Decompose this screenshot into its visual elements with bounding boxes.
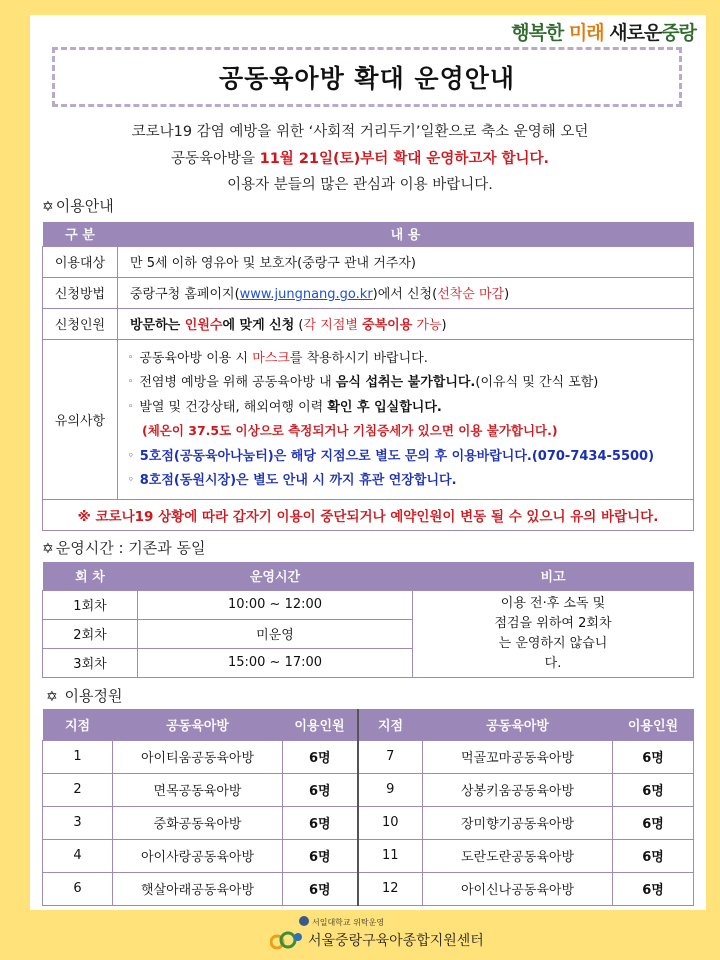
footer-center-name: 서울중랑구육아종합지원센터 xyxy=(308,933,484,949)
table-row: 1회차 10:00 ~ 12:00 이용 전·후 소독 및 점검을 위하여 2회차는 운영하지 않습니다. xyxy=(43,590,694,619)
table-row xyxy=(43,499,694,530)
table-row: 2회차 미운영 xyxy=(43,619,694,648)
table-row: 2 면목공동육아방 6명 9 상봉키움공동육아방 6명 xyxy=(43,773,694,806)
intro-line-1: 코로나19 감염 예방을 위한 ‘사회적 거리두기’일환으로 축소 운영해 오던 xyxy=(131,124,589,140)
table-header-row: 회 차 운영시간 비고 xyxy=(43,562,694,590)
table-row: 1 아이티움공동육아방 6명 7 먹골꼬마공동육아방 6명 xyxy=(43,740,694,773)
list-item: ◦ 공동육아방 이용 시 마스크를 착용하시기 바랍니다. xyxy=(128,350,428,366)
footer-subtitle: 서일대학교 위탁운영 xyxy=(312,918,385,927)
table-row: 3회차 15:00 ~ 17:00 xyxy=(43,648,694,677)
notes-list xyxy=(118,339,694,499)
page-title: 공동육아방 확대 운영안내 xyxy=(218,64,516,93)
university-seal-icon xyxy=(299,916,309,926)
homepage-link[interactable]: www.jungnang.go.kr xyxy=(239,287,373,302)
table-row: 신청방법 중랑구청 홈페이지(www.jungnang.go.kr)에서 신청(선착순 마감) xyxy=(43,277,694,308)
table-row: 신청인원 방문하는 인원수에 맞게 신청 (각 지점별 중복이용 가능) xyxy=(43,308,694,339)
table-row: 4 아이사랑공동육아방 6명 11 도란도란공동육아방 6명 xyxy=(43,839,694,872)
list-item: ◦ 8호점(동원시장)은 별도 안내 시 까지 휴관 연장합니다. xyxy=(128,472,457,488)
list-item-sub: (체온이 37.5도 이상으로 측정되거나 기침증세가 있으면 이용 불가합니다.) xyxy=(142,423,558,438)
list-item: ◦ 발열 및 건강상태, 해외여행 이력 확인 후 입실합니다. xyxy=(128,399,442,415)
section-usage-heading: ✡ 이용안내 xyxy=(42,197,114,215)
bullet-icon: ◦ xyxy=(128,401,134,412)
table-header-row: 구 분 내 용 xyxy=(43,222,694,246)
star-icon: ✡ xyxy=(42,199,54,215)
capacity-table xyxy=(42,709,694,906)
bullet-icon: ◦ xyxy=(128,352,134,363)
title-box xyxy=(52,47,682,107)
center-logo-icon xyxy=(270,928,304,952)
table-row: 이용대상 만 5세 이하 영유아 및 보호자(중랑구 관내 거주자) xyxy=(43,246,694,277)
slogan-logo: 행복한 미래 새로운중랑 xyxy=(511,22,696,44)
table-row: 유의사항 ◦ 공동육아방 이용 시 마스크를 착용하시기 바랍니다. ◦ 전염병 예방을 위해 공동육아방 내 음식 섭취는 불가합니다.(이유식 및 간식 포함) ◦ 발열 및 건강상태, 해외여행 이력 확인 후 입실합니다. (체온이 37.5도 이상으로 측정되거나 기침증세가 있으면 이용 불가합니다.) ◦ 5호점(공동육아나눔터)은 해당 지점으로 별도 문의 후 이용바랍니다.(070-7434-5500) ◦ 8호점(동원시장)은 별도 안내 시 까지 휴관 연장합니다. xyxy=(43,339,694,499)
intro-line-3: 이용자 분들의 많은 관심과 이용 바랍니다. xyxy=(227,177,493,193)
table-header-row: 지점 공동육아방 이용인원 지점 공동육아방 이용인원 xyxy=(43,709,694,740)
table-row: 3 중화공동육아방 6명 10 장미향기공동육아방 6명 xyxy=(43,806,694,839)
section-capacity-heading: ✡ 이용정원 xyxy=(46,687,123,705)
hours-table xyxy=(42,562,694,678)
intro-line-2: 공동육아방을 11월 21일(토)부터 확대 운영하고자 합니다. xyxy=(170,151,550,167)
hours-note: 이용 전·후 소독 및 점검을 위하여 2회차는 운영하지 않습니다. xyxy=(413,590,694,677)
star-icon: ✡ xyxy=(46,689,58,705)
usage-table xyxy=(42,222,694,531)
section-hours-heading: ✡ 운영시간 : 기존과 동일 xyxy=(42,539,206,557)
star-icon: ✡ xyxy=(42,541,54,557)
list-item: ◦ 전염병 예방을 위해 공동육아방 내 음식 섭취는 불가합니다.(이유식 및 간식 포함) xyxy=(128,374,599,390)
warning-text: ※ 코로나19 상황에 따라 갑자기 이용이 중단되거나 예약인원이 변동 될 수 있으니 유의 바랍니다. xyxy=(43,499,694,530)
bullet-icon: ◦ xyxy=(128,377,134,387)
bullet-icon: ◦ xyxy=(128,475,134,485)
table-row: 6 햇살아래공동육아방 6명 12 아이신나공동육아방 6명 xyxy=(43,872,694,905)
bullet-icon: ◦ xyxy=(128,450,134,461)
footer xyxy=(270,915,510,955)
list-item: ◦ 5호점(공동육아나눔터)은 해당 지점으로 별도 문의 후 이용바랍니다.(070-7434-5500) xyxy=(128,448,655,464)
